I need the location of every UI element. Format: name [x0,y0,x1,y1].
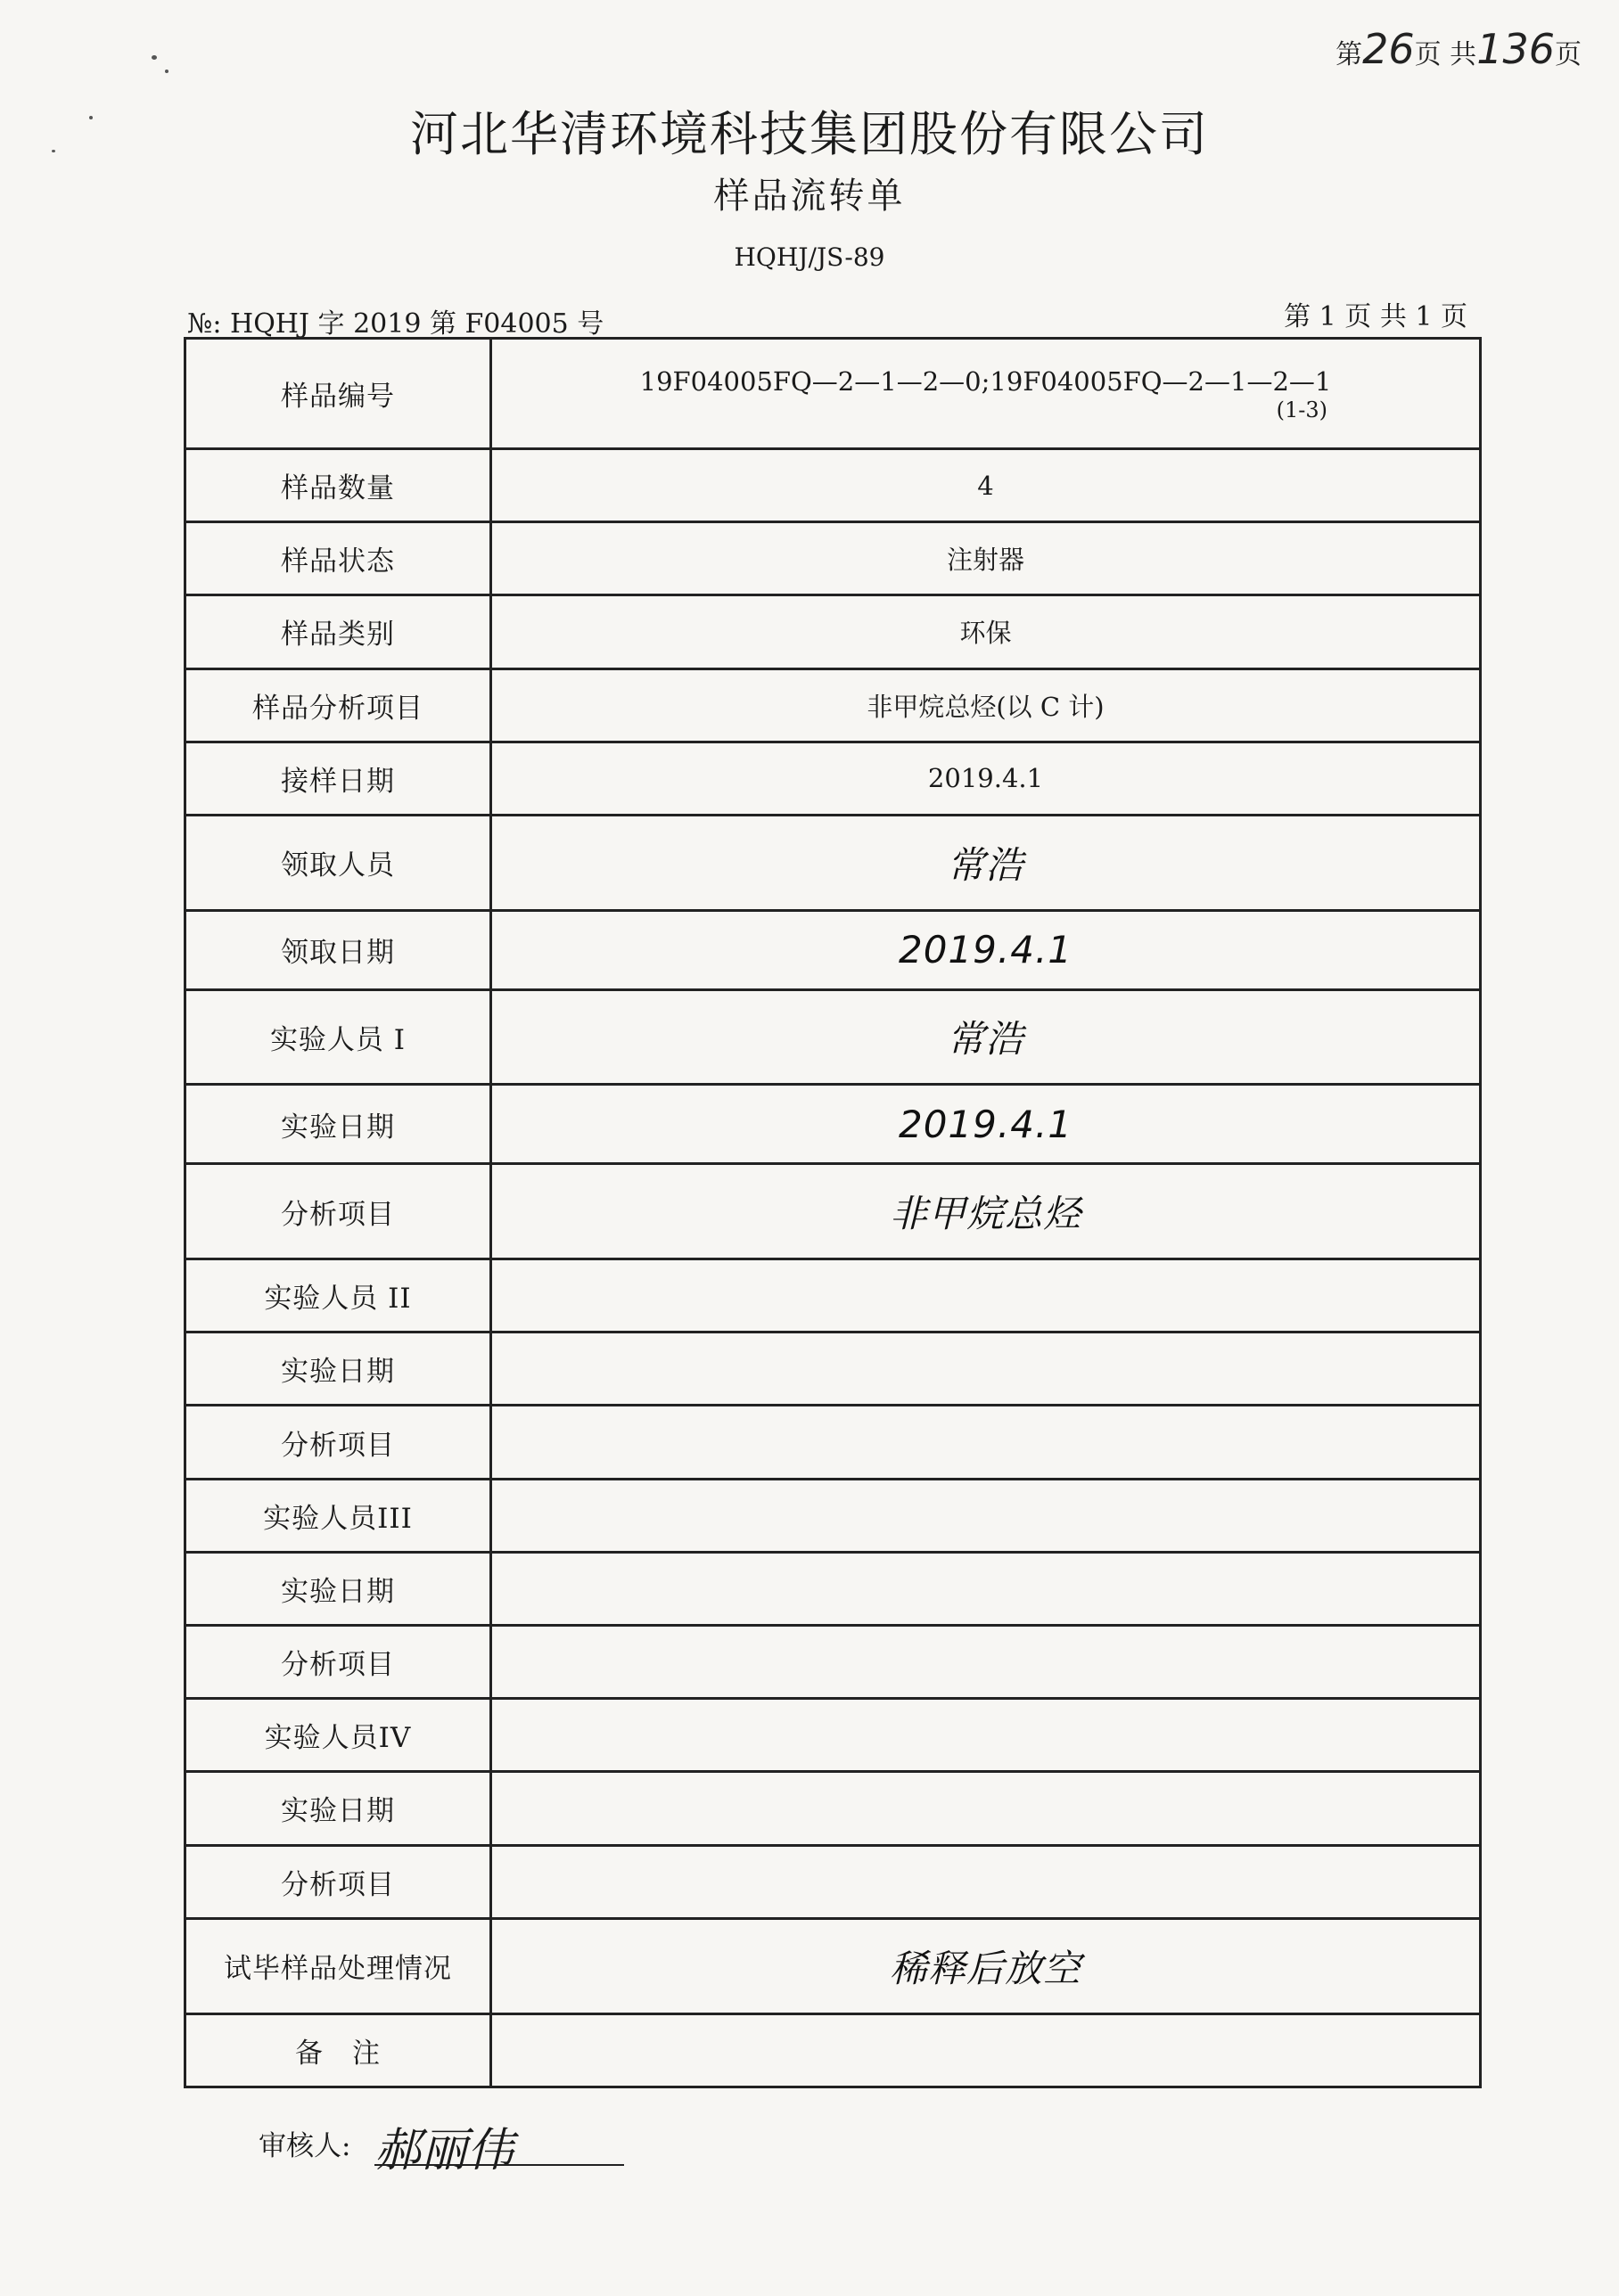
table-row [185,1085,1481,1164]
row-label: 分析项目 [185,1625,491,1698]
row-label: 备 注 [185,2013,491,2087]
table-row [185,449,1481,522]
table-row [185,742,1481,815]
signature-line [374,2164,624,2166]
table-row [185,1479,1481,1552]
table-row [185,1845,1481,1918]
row-value [491,1406,1481,1479]
row-value: 2019.4.1 [491,742,1481,815]
row-label: 样品类别 [185,595,491,668]
table-row [185,1332,1481,1406]
row-label: 样品分析项目 [185,668,491,742]
current-page-handwritten: 26 [1362,25,1415,73]
row-label: 实验人员 II [185,1259,491,1332]
row-value [491,1772,1481,1845]
reviewer-signature: 郝丽伟 [374,2124,514,2177]
row-label: 实验人员IV [185,1699,491,1772]
table-row [185,522,1481,595]
row-value: 非甲烷总烃(以 C 计) [491,668,1481,742]
row-label: 样品数量 [185,449,491,522]
page-info: 第 1 页 共 1 页 [1284,301,1467,332]
document-title: 样品流转单 [713,176,906,217]
row-value: 注射器 [491,522,1481,595]
table-row [185,989,1481,1085]
row-label: 实验人员 I [185,989,491,1085]
table-row [185,910,1481,989]
row-label: 样品编号 [185,339,491,449]
table-row [185,815,1481,910]
row-label: 实验日期 [185,1772,491,1845]
row-label: 分析项目 [185,1406,491,1479]
row-label: 实验人员III [185,1479,491,1552]
handwritten-value: 非甲烷总烃 [491,1164,1481,1259]
total-pages-handwritten: 136 [1476,25,1555,73]
row-value [491,1552,1481,1625]
page-count-stamp: 第26页 共136页 [1335,25,1582,73]
sample-id-value: 19F04005FQ—2—1—2—0;19F04005FQ—2—1—2—1 (1-3) [491,339,1481,449]
handwritten-value: 常浩 [491,815,1481,910]
row-value [491,1699,1481,1772]
serial-number: №: HQHJ 字 2019 第 F04005 号 [187,308,604,340]
row-value [491,1479,1481,1552]
table-row [185,1259,1481,1332]
table-row [185,339,1481,449]
handwritten-value: 2019.4.1 [491,1085,1481,1164]
scan-speck [89,116,93,119]
handwritten-value: 2019.4.1 [491,910,1481,989]
table-row [185,668,1481,742]
row-label: 试毕样品处理情况 [185,1918,491,2013]
table-row [185,595,1481,668]
row-label: 分析项目 [185,1164,491,1259]
document-code: HQHJ/JS-89 [734,242,885,272]
row-label: 领取日期 [185,910,491,989]
handwritten-value: 常浩 [491,989,1481,1085]
table-row [185,1625,1481,1698]
scan-speck [165,70,168,73]
row-label: 分析项目 [185,1845,491,1918]
row-label: 样品状态 [185,522,491,595]
row-value [491,1332,1481,1406]
scan-speck [52,150,55,152]
row-value [491,2013,1481,2087]
company-name: 河北华清环境科技集团股份有限公司 [410,106,1209,162]
table-row [185,1164,1481,1259]
table-row [185,1406,1481,1479]
row-label: 接样日期 [185,742,491,815]
row-label: 实验日期 [185,1552,491,1625]
row-label: 实验日期 [185,1085,491,1164]
table-row [185,1918,1481,2013]
handwritten-value: 稀释后放空 [491,1918,1481,2013]
row-value [491,1259,1481,1332]
row-value [491,1625,1481,1698]
table-row [185,1772,1481,1845]
reviewer-label: 审核人: [259,2130,351,2162]
scan-speck [152,55,157,60]
sample-flow-table [184,337,1482,2088]
row-label: 实验日期 [185,1332,491,1406]
row-label: 领取人员 [185,815,491,910]
table-row [185,2013,1481,2087]
table-row [185,1699,1481,1772]
row-value: 环保 [491,595,1481,668]
row-value [491,1845,1481,1918]
sample-id-note: (1-3) [1276,398,1327,422]
row-value: 4 [491,449,1481,522]
table-row [185,1552,1481,1625]
